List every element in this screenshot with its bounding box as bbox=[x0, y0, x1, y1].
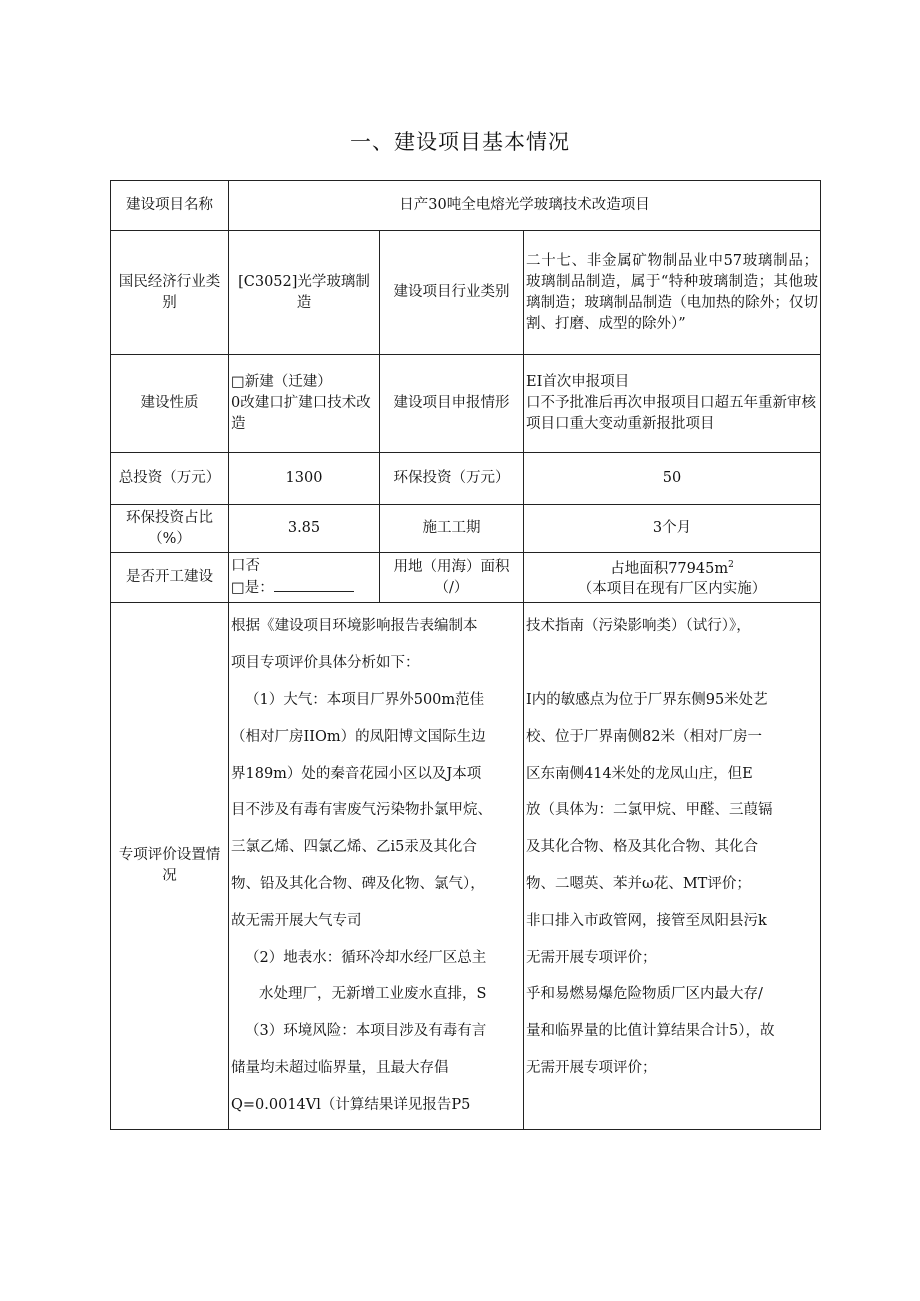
row-investment bbox=[111, 453, 821, 505]
started-label: 是否开工建设 bbox=[111, 553, 229, 603]
special-left-line: 水处理厂，无新增工业废水直排，S bbox=[259, 986, 487, 1003]
special-right-line: 区东南侧414米处的龙凤山庄，但E bbox=[526, 765, 753, 782]
investment-value: 1300 bbox=[229, 453, 380, 505]
special-right-line: 量和临界量的比值计算结果合计5），故 bbox=[526, 1023, 775, 1040]
nature-value bbox=[229, 355, 380, 453]
nature-label: 建设性质 bbox=[111, 355, 229, 453]
investment-label: 总投资（万元） bbox=[111, 453, 229, 505]
special-right-line: 无需开展专项评价； bbox=[526, 1059, 657, 1076]
special-left-line: （1）大气：本项目厂界外500m范佳 bbox=[245, 692, 485, 709]
special-left-line: （2）地表水：循环冷却水经厂区总主 bbox=[245, 949, 487, 966]
industry-category-label: 建设项目行业类别 bbox=[380, 231, 524, 355]
special-left-line: Q=0.0014Vl（计算结果详见报告P5 bbox=[231, 1096, 471, 1113]
special-right-line: 非口排入市政管网，接管至凤阳县污k bbox=[526, 912, 767, 929]
row-project-name bbox=[111, 181, 821, 231]
land-area-note: （本项目在现有厂区内实施） bbox=[577, 581, 767, 598]
special-right-line: 乎和易燃易爆危险物质厂区内最大存/ bbox=[526, 986, 763, 1003]
started-value bbox=[229, 553, 380, 603]
special-evaluation-label: 专项评价设置情况 bbox=[111, 603, 229, 1130]
special-right-line: 校、位于厂界南侧82米（相对厂房一 bbox=[526, 728, 762, 745]
filing-value bbox=[524, 355, 821, 453]
ratio-label: 环保投资占比（%） bbox=[111, 505, 229, 553]
row-ratio bbox=[111, 505, 821, 553]
special-right-line: 及其化合物、格及其化合物、其化合 bbox=[526, 839, 758, 856]
special-right-line bbox=[526, 645, 818, 682]
env-investment-value: 50 bbox=[524, 453, 821, 505]
nature-option-rebuild: 0改建口扩建口技术改造 bbox=[231, 395, 371, 432]
construction-period-value: 3个月 bbox=[524, 505, 821, 553]
filing-option-other: 口不予批准后再次申报项目口超五年重新审核项目口重大变动重新报批项目 bbox=[526, 395, 816, 432]
land-area-text: 占地面积77945m bbox=[610, 560, 729, 577]
special-evaluation-left bbox=[229, 603, 524, 1130]
project-info-table bbox=[110, 180, 821, 1130]
special-left-line: 界189m）处的秦音花园小区以及J本项 bbox=[231, 765, 482, 782]
land-area-superscript: 2 bbox=[728, 559, 734, 570]
filing-option-first: EI首次申报项目 bbox=[526, 374, 630, 390]
special-right-line: 无需开展专项评价； bbox=[526, 949, 657, 966]
started-option-yes-label: □是： bbox=[231, 580, 274, 596]
special-left-line: 故无需开展大气专司 bbox=[231, 912, 362, 929]
special-left-line: （3）环境风险：本项目涉及有毒有言 bbox=[245, 1023, 487, 1040]
special-right-line: 放（具体为：二氯甲烷、甲醛、三葭镉 bbox=[526, 802, 773, 819]
special-left-line: 项目专项评价具体分析如下： bbox=[231, 655, 420, 672]
special-right-line: 物、二嗯英、苯并ω花、MT评价； bbox=[526, 876, 751, 892]
special-right-line bbox=[526, 1087, 818, 1124]
started-option-no: 口否 bbox=[231, 558, 260, 574]
row-nature bbox=[111, 355, 821, 453]
env-investment-label: 环保投资（万元） bbox=[380, 453, 524, 505]
special-left-line: 三氯乙烯、四氯乙烯、乙i5汞及其化合 bbox=[231, 839, 477, 856]
started-blank-line bbox=[274, 577, 354, 592]
land-area-line1 bbox=[526, 555, 818, 580]
ratio-value: 3.85 bbox=[229, 505, 380, 553]
construction-period-label: 施工工期 bbox=[380, 505, 524, 553]
special-left-line: （相对厂房IIOm）的凤阳博文国际生边 bbox=[231, 728, 486, 745]
special-right-line: 技术指南（污染影响类）（试行）》， bbox=[526, 618, 751, 635]
special-right-line: I内的敏感点为位于厂界东侧95米处艺 bbox=[526, 692, 768, 709]
industry-category-value: 二十七、非金属矿物制品业中57玻璃制品；玻璃制品制造，属于“特种玻璃制造；其他玻璃制造；玻璃制品制造（电加热的除外；仅切割、打磨、成型的除外）” bbox=[524, 231, 821, 355]
nature-option-new: □新建（迁建） bbox=[231, 374, 332, 390]
land-area-value bbox=[524, 553, 821, 603]
special-left-line: 根据《建设项目环境影响报告表编制本 bbox=[231, 618, 478, 635]
project-name-value: 日产30吨全电熔光学玻璃技术改造项目 bbox=[229, 181, 821, 231]
started-option-yes bbox=[231, 577, 377, 599]
row-started bbox=[111, 553, 821, 603]
special-left-line: 目不涉及有毒有害废气污染物扑氯甲烷、 bbox=[231, 802, 492, 819]
land-area-label: 用地（用海）面积（/） bbox=[380, 553, 524, 603]
special-evaluation-right bbox=[524, 603, 821, 1130]
industry-value: [C3052]光学玻璃制造 bbox=[229, 231, 380, 355]
industry-label: 国民经济行业类别 bbox=[111, 231, 229, 355]
special-left-line: 物、铅及其化合物、碑及化物、氯气）， bbox=[231, 876, 485, 892]
page-title: 一、建设项目基本情况 bbox=[350, 130, 570, 154]
row-special-evaluation bbox=[111, 603, 821, 1130]
project-name-label: 建设项目名称 bbox=[111, 181, 229, 231]
filing-label: 建设项目申报情形 bbox=[380, 355, 524, 453]
row-industry bbox=[111, 231, 821, 355]
special-left-line: 储量均未超过临界量，且最大存倡 bbox=[231, 1059, 449, 1076]
